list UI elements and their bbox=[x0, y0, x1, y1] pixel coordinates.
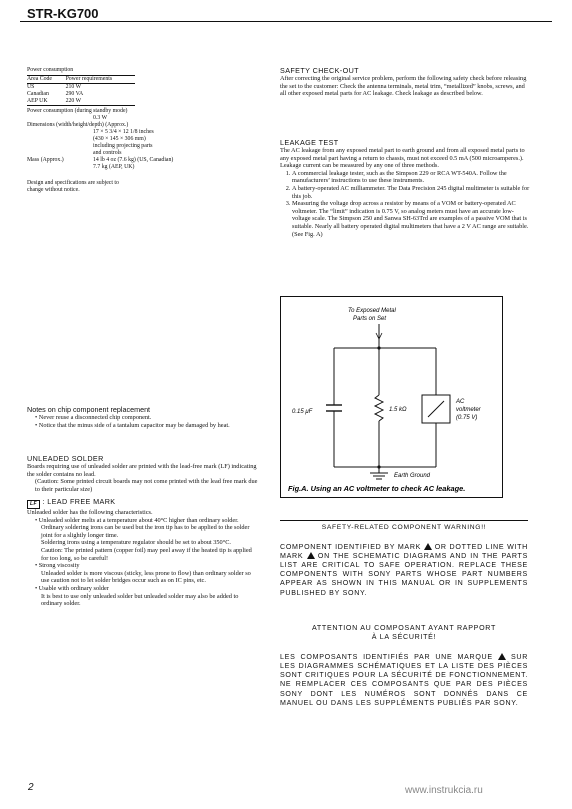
list-item: 1. A commercial leakage tester, such as the Simpson 229 or RCA WT-540A. Follow the manufacturers’ instructions to use these instruments. bbox=[292, 170, 530, 185]
row-area: Canadian bbox=[27, 91, 49, 97]
warning-english bbox=[280, 523, 528, 598]
dimensions-line: and controls bbox=[93, 150, 122, 156]
power-consumption-title: Power consumption bbox=[27, 67, 74, 73]
mass-line: 14 lb 4 oz (7.6 kg) (US, Canadian) bbox=[93, 157, 174, 163]
table-row bbox=[27, 91, 135, 98]
table-row bbox=[27, 84, 135, 92]
warning-text: ON THE SCHEMATIC DIAGRAMS AND IN THE PARTS LIST ARE CRITICAL TO SAFE OPERATION. REPLACE THESE COMPONENTS WITH SONY PARTS WHOSE PART NUMBERS APPEAR AS SHOWN IN THIS MANUAL OR IN SUPPLEMENTS PUBLISHED BY SONY. bbox=[280, 552, 529, 597]
top-label-1: To Exposed Metal bbox=[348, 308, 396, 314]
mass-line: 7.7 kg (AEP, UK) bbox=[93, 164, 135, 170]
unleaded-body: Boards requiring use of unleaded solder are printed with the lead-free mark (LF) indicating the solder contains no lead. bbox=[27, 463, 257, 478]
unleaded-section bbox=[27, 454, 259, 493]
row-power: 290 VA bbox=[65, 91, 84, 97]
mass-label: Mass (Approx.) bbox=[27, 157, 64, 163]
top-rule bbox=[20, 21, 552, 22]
warning-triangle-icon bbox=[424, 543, 432, 550]
leadfree-section bbox=[27, 497, 259, 608]
warning-text: SUR LES DIAGRAMMES SCHÉMATIQUES ET LA LISTE DES PIÈCES SONT CRITIQUES POUR LA SÉCURITÉ DE FONCTIONNEMENT. NE REMPLACER CES COMPOSANTS QUE PAR DES PIÈCES SONY DONT LES NUMÉROS SONT DONNÉS DANS CE MANUEL OU DANS LES SUPPLÉMENTS PUBLIÉS PAR SONY. bbox=[280, 653, 529, 707]
list-item: 3. Measuring the voltage drop across a resistor by means of a VOM or battery-operated AC voltmeter. The “limit” indication is 0.75 V, so analog meters must have an accurate low-voltage scale. The Simpson 250 and Sanwa SH-63Trd are examples of a passive VOM that is suitable. Nearly all battery operated digital multimeters that have a 2 V AC range are suitable. (See Fig. A) bbox=[292, 200, 530, 238]
meter-label-2: voltmeter bbox=[456, 407, 481, 413]
spec-note: Design and specifications are subject to bbox=[27, 180, 119, 186]
meter-label-3: (0.75 V) bbox=[456, 415, 478, 421]
list-item: • Never reuse a disconnected chip component. bbox=[35, 414, 259, 422]
col-power: Power requirements bbox=[66, 76, 135, 84]
leakage-body: The AC leakage from any exposed metal part to earth ground and from all exposed metal parts to any exposed metal part having a return to chassis, must not exceed 0.5 mA (500 microamperes.). Leakage current can be measured by any one of three methods. bbox=[280, 147, 525, 170]
dimensions-line: (430 × 145 × 306 mm) bbox=[93, 136, 146, 142]
capacitor-label: 0.15 μF bbox=[292, 409, 313, 415]
leadfree-title: : LEAD FREE MARK bbox=[42, 497, 116, 506]
dimensions-line: including projecting parts bbox=[93, 143, 153, 149]
paragraph: Soldering irons using a temperature regulator should be set to about 350°C. bbox=[41, 539, 231, 547]
lf-mark-icon: LF bbox=[27, 500, 40, 509]
col-area: Area Code bbox=[27, 76, 66, 84]
list-item: • Usable with ordinary solder bbox=[35, 585, 259, 593]
standby-label: Power consumption (during standby mode) bbox=[27, 108, 128, 114]
warning-triangle-icon bbox=[307, 552, 315, 559]
dimensions-line: 17 × 5 3/4 × 12 1/8 inches bbox=[93, 129, 154, 135]
list-item: • Notice that the minus side of a tantalum capacitor may be damaged by heat. bbox=[35, 422, 259, 430]
warning-body-fr bbox=[280, 653, 528, 708]
power-table bbox=[27, 75, 135, 106]
specs-block bbox=[27, 67, 257, 194]
leakage-section bbox=[280, 138, 530, 238]
safety-body: After correcting the original service problem, perform the following safety check before releasing the set to the customer: Check the antenna terminals, metal trim, “metallized” knobs, screws, and all other exposed metal parts for AC leakage. Check leakage as described below. bbox=[280, 75, 527, 98]
ground-icon bbox=[370, 473, 388, 479]
warning-title-en: SAFETY-RELATED COMPONENT WARNING!! bbox=[321, 524, 487, 531]
warning-text: OR DOTTED LINE WITH MARK bbox=[280, 543, 528, 561]
dimensions-label: Dimensions (width/height/depth) (Approx.) bbox=[27, 122, 129, 128]
safety-title: SAFETY CHECK-OUT bbox=[280, 66, 359, 75]
paragraph: Unleaded solder is more viscous (sticky, less prone to flow) than ordinary solder so use caution not to let solder bridges occur such as on IC pins, etc. bbox=[41, 569, 251, 585]
paragraph: Caution: The printed pattern (copper foil) may peel away if the heated tip is applied for too long, so be careful! bbox=[41, 546, 252, 562]
bullet-text: Unleaded solder melts at a temperature about 40°C higher than ordinary solder. bbox=[38, 516, 239, 524]
paragraph: Ordinary soldering irons can be used but the iron tip has to be applied to the solder joint for a slightly longer time. bbox=[41, 524, 250, 539]
leakage-circuit-diagram bbox=[281, 297, 502, 497]
warning-text: LES COMPOSANTS IDENTIFIÉS PAR UNE MARQUE bbox=[280, 653, 493, 662]
standby-value: 0.3 W bbox=[93, 115, 108, 121]
leakage-title: LEAKAGE TEST bbox=[280, 138, 339, 147]
resistor-label: 1.5 kΩ bbox=[389, 407, 407, 413]
watermark: www.instrukcia.ru bbox=[405, 785, 483, 796]
unleaded-title: UNLEADED SOLDER bbox=[27, 454, 104, 463]
figure-a bbox=[280, 296, 503, 498]
list-item: • Strong viscosity bbox=[35, 562, 259, 570]
top-label-2: Parts on Set bbox=[353, 316, 387, 322]
warning-french bbox=[280, 624, 528, 708]
chip-notes bbox=[27, 405, 259, 429]
chip-title: Notes on chip component replacement bbox=[27, 405, 151, 414]
list-item bbox=[35, 517, 259, 525]
row-power: 220 W bbox=[66, 98, 135, 106]
unleaded-caution: (Caution: Some printed circuit boards may not come printed with the lead free mark due to their particular size) bbox=[35, 478, 258, 493]
resistor bbox=[375, 395, 383, 421]
paragraph: It is best to use only unleaded solder but unleaded solder may also be added to ordinary solder. bbox=[41, 592, 239, 608]
warning-triangle-icon bbox=[498, 653, 506, 660]
row-area: US bbox=[27, 84, 35, 90]
safety-section bbox=[280, 66, 530, 98]
page-number: 2 bbox=[28, 782, 34, 793]
table-row bbox=[27, 98, 135, 106]
model-title: STR-KG700 bbox=[27, 6, 99, 21]
figure-caption: Fig.A. Using an AC voltmeter to check AC leakage. bbox=[288, 484, 466, 493]
meter-label-1: AC bbox=[456, 399, 465, 405]
row-power: 210 W bbox=[65, 84, 82, 90]
warning-title-fr-1: ATTENTION AU COMPOSANT AYANT RAPPORT bbox=[311, 624, 497, 632]
list-item: 2. A battery-operated AC milliammeter. The Data Precision 245 digital multimeter is suitable for this job. bbox=[292, 185, 530, 200]
leadfree-intro: Unleaded solder has the following characteristics. bbox=[27, 509, 153, 516]
ground-label: Earth Ground bbox=[394, 473, 431, 479]
spec-note: change without notice. bbox=[27, 187, 80, 193]
warning-title-fr-2: À LA SÉCURITÉ! bbox=[371, 633, 437, 642]
row-area: AEP UK bbox=[27, 98, 66, 106]
warning-text: COMPONENT IDENTIFIED BY MARK bbox=[280, 543, 422, 552]
warning-body-en bbox=[280, 543, 528, 598]
section-divider bbox=[280, 520, 528, 521]
